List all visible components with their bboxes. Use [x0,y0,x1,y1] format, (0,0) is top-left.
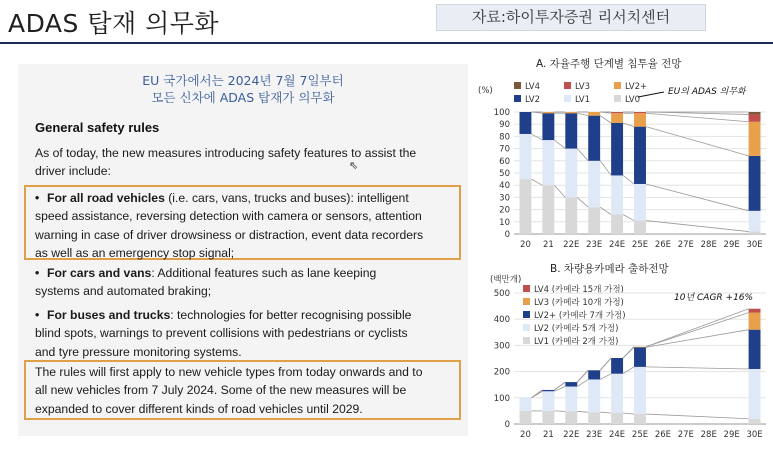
chart-penetration-by-level [478,50,770,260]
bar-segment [542,391,554,411]
connector-line [531,390,542,398]
legend-label: LV2+ [625,82,648,92]
x-tick-label: 29E [723,240,740,250]
chart-annotation: 10년 CAGR +16% [674,293,754,303]
legend-swatch [523,324,530,331]
legend-swatch [523,298,530,305]
eu-line-2: 모든 신차에 ADAS 탑재가 의무화 [151,90,335,105]
legend-label: LV1 (카메라 2개 가정) [534,337,619,347]
bar-segment [565,197,577,234]
bar-segment [634,347,646,367]
bar-segment [542,411,554,424]
connector-line [646,313,749,347]
source-badge: 자료:하이투자증권 리서치센터 [436,4,706,31]
bar-segment [611,214,623,234]
bar-segment [611,123,623,175]
y-tick-label: 80 [499,132,510,143]
legend-label: LV2 (카메라 5개 가정) [534,324,619,334]
x-tick-label: 27E [677,240,694,250]
connector-line [623,347,634,358]
bar-segment [588,412,600,424]
chart-title: A. 자율주행 단계별 침투율 전망 [536,58,682,70]
legend-label: LV3 (카메라 10개 가정) [534,298,624,308]
connector-line [600,358,611,370]
bar-segment [588,161,600,207]
bar-segment [565,411,577,424]
bar-segment [749,114,761,121]
y-tick-label: 30 [499,193,510,204]
y-tick-label: 20 [499,205,510,216]
mouse-cursor-icon: ⇖ [349,159,359,172]
connector-line [646,113,749,122]
bar-segment [749,232,761,234]
bar-segment [588,370,600,379]
connector-line [600,207,611,214]
legend-swatch [523,311,530,318]
x-tick-label: 29E [723,430,740,440]
chart-title: B. 차량용카메라 출하전망 [550,263,669,275]
bar-segment [749,122,761,156]
bar-segment [542,113,554,140]
x-tick-label: 27E [677,430,694,440]
bar-segment [634,221,646,234]
rules-text: The rules will first apply to new vehicle types from today onwards and to all new vehicles from 7 July 2024. Some of the new measures will be expanded to cover different kinds of road vehicles until 2029. [35,365,423,416]
connector-line [577,113,588,115]
connector-line [577,197,588,207]
connector-line [623,175,634,184]
y-tick-label: 10 [499,217,510,228]
x-tick-label: 26E [654,240,672,250]
x-tick-label: 26E [654,430,672,440]
x-tick-label: 24E [608,430,626,440]
bar-segment [634,112,646,113]
intro-text: As of today, the new measures introducing safety features to assist the driver include: [35,146,417,179]
y-tick-label: 300 [493,341,510,352]
y-tick-label: 70 [499,144,510,155]
bar-segment [611,175,623,214]
bar-segment [634,414,646,424]
y-tick-label: 200 [493,367,510,378]
bar-segment [588,207,600,234]
y-tick-label: 40 [499,181,510,192]
chart-camera-shipments [478,262,770,452]
connector-line [600,412,611,413]
legend-swatch [514,82,521,89]
bar-segment [542,112,554,113]
bar-segment [519,411,531,424]
bar-segment [588,112,600,116]
connector-line [554,411,565,412]
y-axis-label: (%) [478,86,493,96]
x-tick-label: 30E [746,430,763,440]
connector-line [554,185,565,197]
bar-segment [634,347,646,348]
bar-segment [565,113,577,148]
connector-line [600,374,611,380]
x-tick-label: 28E [700,240,717,250]
bar-segment [749,211,761,232]
connector-line [646,330,749,348]
legend-label: LV3 [575,82,591,92]
x-tick-label: 23E [586,430,603,440]
bar-segment [519,134,531,179]
x-tick-label: 28E [700,430,717,440]
bar-segment [611,112,623,113]
x-tick-label: 20 [520,240,531,250]
connector-line [600,116,611,123]
legend-label: LV4 (카메라 15개 가정) [534,285,624,295]
y-tick-label: 0 [504,420,510,430]
y-tick-label: 0 [504,230,510,240]
bar-segment [611,358,623,374]
connector-line [577,411,588,412]
connector-line [531,179,542,185]
x-tick-label: 22E [563,240,580,250]
x-tick-label: 23E [586,240,603,250]
bar-segment [611,374,623,413]
bullet-all-road-vehicles: • For all road vehicles (i.e. cars, vans, trucks and buses): intelligent speed assistance, reversing detection with camera or sensors, attention warning in case of driver drowsiness or distraction, event data recorders as well as an emergency stop signal; [35,191,424,261]
legend-swatch [523,285,530,292]
y-tick-label: 50 [499,169,510,179]
legend-label: LV2 [525,95,541,105]
legend-swatch [523,337,530,344]
y-tick-label: 90 [499,120,510,131]
legend-swatch [564,82,571,89]
bar-segment [634,367,646,414]
chart-annotation: EU의 ADAS 의무화 [668,87,746,97]
connector-line [646,309,749,347]
x-tick-label: 24E [608,240,626,250]
y-axis-label: (백만개) [490,275,522,285]
page-title: ADAS 탑재 의무화 [8,9,220,38]
x-tick-label: 25E [631,430,649,440]
bar-segment [634,184,646,221]
legend-swatch [614,82,621,89]
bar-segment [634,113,646,126]
bullet-buses-and-trucks: • For buses and trucks: technologies for better recognising possible blind spots, warnings to prevent collisions with pedestrians or cyclists and tyre pressure monitoring systems. [35,308,412,359]
bar-segment [749,309,761,313]
bar-segment [588,379,600,412]
bar-segment [542,185,554,234]
bar-segment [565,112,577,113]
x-tick-label: 21 [542,430,554,440]
bar-segment [749,369,761,419]
bar-segment [542,140,554,185]
eu-headline [18,72,468,106]
bar-segment [565,382,577,386]
bullet-cars-and-vans: • For cars and vans: Additional features such as lane keeping systems and automated braking; [35,266,377,299]
bar-segment [634,127,646,184]
legend-label: LV2+ (카메라 7개 가정) [534,311,626,321]
connector-line [554,140,565,149]
x-tick-label: 22E [563,430,580,440]
connector-line [531,134,542,140]
bar-segment [588,116,600,161]
header-divider [0,42,773,44]
bar-segment [749,313,761,330]
bar-segment [749,156,761,211]
bar-segment [749,330,761,369]
y-tick-label: 60 [499,156,510,167]
legend-label: LV0 [625,95,641,105]
bar-segment [542,390,554,391]
legend-label: LV4 [525,82,541,92]
regulation-panel [18,64,468,436]
legend-swatch [564,95,571,102]
y-tick-label: 100 [493,108,510,118]
x-tick-label: 20 [520,430,531,440]
y-tick-label: 500 [493,289,510,299]
legend-swatch [614,95,621,102]
eu-line-1: EU 국가에서는 2024년 7월 7일부터 [142,73,344,88]
bar-segment [749,112,761,114]
bar-segment [611,113,623,123]
x-tick-label: 21 [542,240,554,250]
connector-line [623,123,634,127]
connector-line [646,127,749,156]
connector-line [623,367,634,374]
bar-segment [565,387,577,412]
x-tick-label: 30E [746,240,763,250]
annotation-arrow [638,92,664,97]
connector-line [646,414,749,419]
bar-segment [749,419,761,424]
bar-segment [519,398,531,411]
bar-segment [519,112,531,134]
connector-line [646,367,749,369]
bar-segment [565,149,577,198]
y-tick-label: 100 [493,393,510,404]
x-tick-label: 25E [631,240,649,250]
y-tick-label: 400 [493,315,510,326]
bar-segment [611,413,623,424]
bar-segment [519,179,531,234]
connector-line [623,214,634,220]
section-heading: General safety rules [35,120,160,135]
legend-label: LV1 [575,95,591,105]
connector-line [623,413,634,414]
legend-swatch [514,95,521,102]
connector-line [577,149,588,161]
